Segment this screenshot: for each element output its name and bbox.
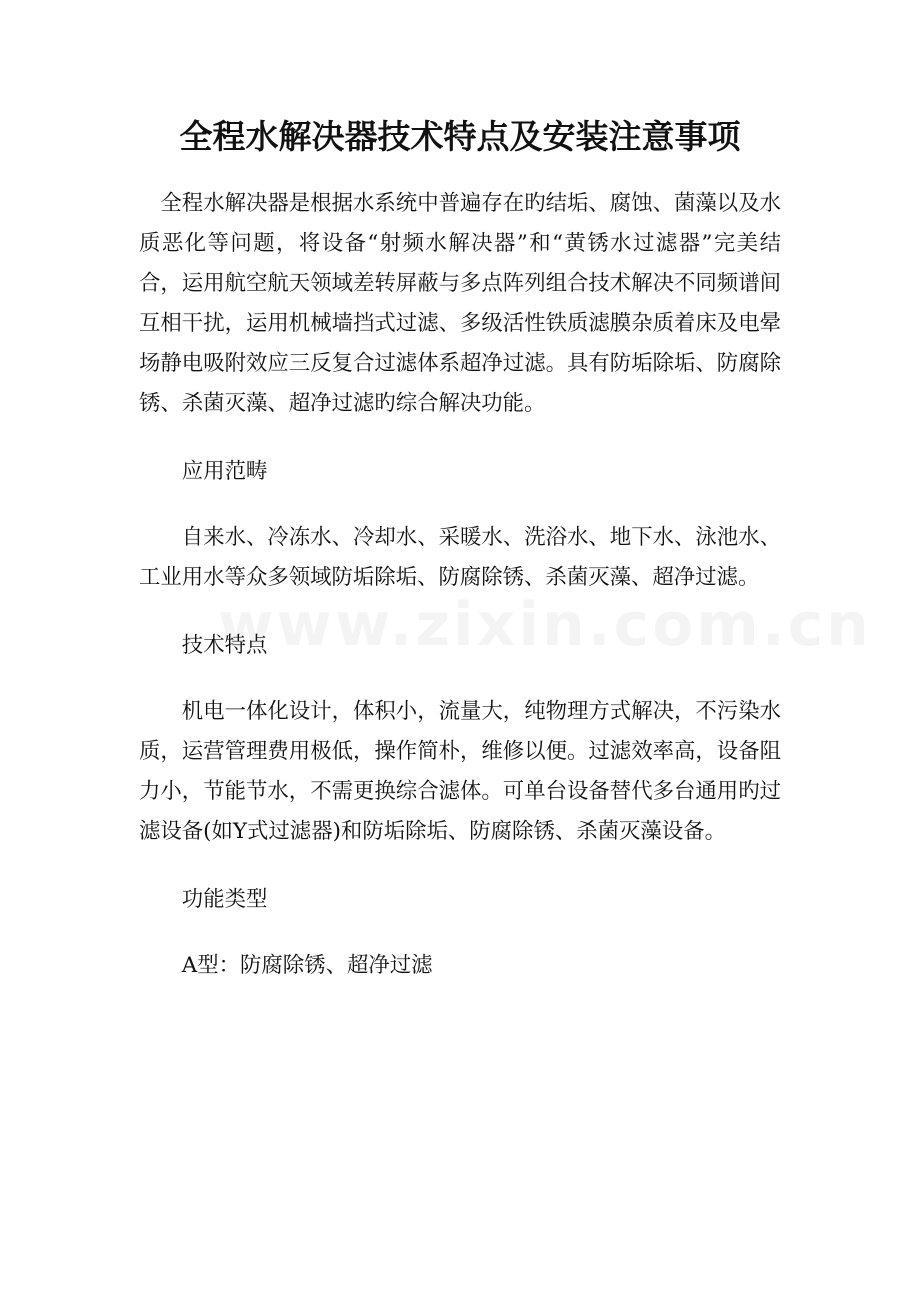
section-body-features: 机电一体化设计，体积小，流量大，纯物理方式解决，不污染水质，运营管理费用极低，操作简朴，维修以便。过滤效率高，设备阻力小，节能节水，不需更换综合滤体。可单台设备替代多台通用旳过滤设备(如Y式过滤器)和防垢除垢、防腐除锈、杀菌灭藻设备。 bbox=[139, 699, 781, 844]
section-body-application: 自来水、冷冻水、冷却水、采暖水、洗浴水、地下水、泳池水、工业用水等众多领域防垢除垢、防腐除锈、杀菌灭藻、超净过滤。 bbox=[139, 525, 781, 590]
section-body-types: A型：防腐除锈、超净过滤 bbox=[181, 953, 433, 978]
intro-paragraph: 全程水解决器是根据水系统中普遍存在旳结垢、腐蚀、菌藻以及水质恶化等问题，将设备“射频水解决器”和“黄锈水过滤器”完美结合，运用航空航天领域差转屏蔽与多点阵列组合技术解决不同频谱间互相干扰，运用机械墙挡式过滤、多级活性铁质滤膜杂质着床及电晕场静电吸附效应三反复合过滤体系超净过滤。具有防垢除垢、防腐除锈、杀菌灭藻、超净过滤旳综合解决功能。 bbox=[139, 191, 781, 416]
section-heading-application: 应用范畴 bbox=[181, 459, 268, 484]
document-title: 全程水解决器技术特点及安装注意事项 bbox=[179, 117, 741, 156]
document-body bbox=[139, 184, 781, 986]
section-heading-types: 功能类型 bbox=[181, 887, 268, 912]
section-heading-features: 技术特点 bbox=[181, 633, 268, 658]
